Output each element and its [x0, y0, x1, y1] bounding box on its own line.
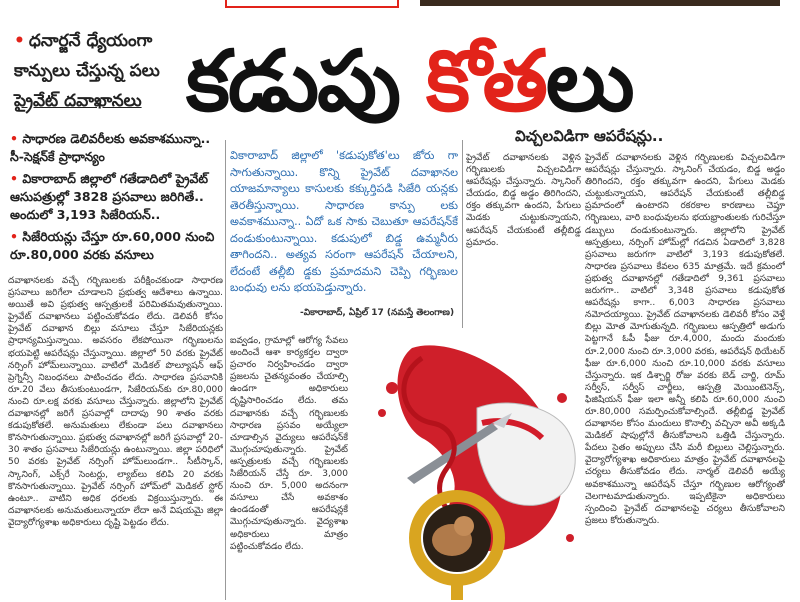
kicker-line-1: ధనార్జనే ధ్యేయంగా: [28, 31, 153, 51]
bullet-text: సిజేరియన్లు చేస్తూ రూ.60,000 నుంచి రూ.80,000 వరకు వసూలు: [10, 229, 215, 262]
headline-part-1: కడుపు: [186, 32, 427, 130]
headline-part-3: లు: [545, 32, 633, 130]
article-column-left: దవాఖానలకు వచ్చే గర్భిణులకు పరీక్షించకుండా సాధారణ ప్రసవాలు జరిగేలా చూడాలని ప్రభుత్వ ఆదేశాలు ఉన్నాయి. అయితే అవి ప్రభుత్వ ఆస్పత్రులకే పరిమితమవుతున్నాయి. ప్రైవేట్ దవాఖానలు పట్టించుకోవడం లేదు. డెలివరీ కోసం ప్రైవేట్ దవాఖాన బిల్లు వసూలు చేస్తూ సిజేరియన్లకు ప్రాధాన్యమిస్తున్నాయి. అవసరం లేకపోయినా గర్భిణులను భయపెట్టి ఆపరేషన్లు చేస్తున్నాయి. జిల్లాలో 50 వరకు ప్రైవేట్ నర్సింగ్ హోమ్‌లున్నాయి. వాటిలో మెడికల్ పొల్యూషన్ ఆఫ్ ప్రెగ్నెన్సీ నిబంధనలు పాటించడం లేదు. సాధారణ ప్రసవానికి రూ.20 వేలు తీసుకుంటుండగా, సిజేరియన్‌కు రూ.80,000 నుంచి రూ.లక్ష వరకు వసూలు చేస్తున్నారు. జిల్లాలోని ప్రైవేట్ దవాఖానల్లో జరిగే ప్రసవాల్లో దాదాపు 90 శాతం వరకు కడుపుకోతలే. అనుమతులు లేకుండా పలు దవాఖానలు కొనసాగుతున్నాయి. ప్రభుత్వ దవాఖానల్లో జరిగే ప్రసవాల్లో 20-30 శాతం ప్రసవాలు సిజేరియన్లు ఉంటున్నాయి. జిల్లా పరిధిలో 50 వరకు ప్రైవేట్ నర్సింగ్ హోమ్‌లుండగా.. సీటీస్కాన్, స్కానింగ్, ఎక్స్‌రే సెంటర్లు, ల్యాబ్‌లు కలిపి 20 వరకు కొనసాగుతున్నాయి. ప్రైవేట్ నర్సింగ్ హోమ్‌లో మెడికల్ స్టోర్ ఉంటూ.. వాటిని అధిక ధరలకు విక్రయిస్తున్నారు. ఈ దవాఖానలకు అనుమతులున్నాయా లేదా అనే విషయమై జిల్లా వైద్యారోగ్యశాఖ అధికారులు దృష్టి పెట్టడం లేదు.: [8, 276, 223, 528]
headline: [186, 26, 786, 136]
fetus-image: [423, 504, 491, 572]
article-column-middle: ఐవ్వడం, గ్రామాల్లో ఆరోగ్య సేవలు అందించే ఆశా కార్యకర్తల ద్వారా ప్రచారం నిర్వహించడం ద్వారా ప్రజలను చైతన్యవంతం చేయాల్సి ఉండగా అధికారులు దృష్టిసారించడం లేదు. తమ దవాఖానకు వచ్చే గర్భిణులకు సాధారణ ప్రసవం అయ్యేలా చూడాల్సిన వైద్యులు ఆపరేషన్‌కే మొగ్గుచూపుతున్నారు. ప్రైవేట్ ఆస్పత్రులకు వచ్చే గర్భిణులకు సిజేరియన్ చేస్తే రూ. 3,000 నుంచి రూ. 5,000 అదనంగా వసూలు చేసే అవకాశం ఉండడంతో ఆపరేషన్లకే మొగ్గుచూపుతున్నారు. వైద్యశాఖ అధికారులు మాత్రం పట్టించుకోవడం లేదు.: [230, 336, 348, 552]
bullet-text: వికారాబాద్ జిల్లాలో గతేడాదిలో ప్రైవేట్ ఆసుపత్రుల్లో 3828 ప్రసవాలు జరిగితే.. అందులో 3,193 సిజేరియన్..: [10, 171, 209, 222]
article-intro: వికారాబాద్ జిల్లాలో 'కడుపుకోత'లు జోరు గా సాగుతున్నాయి. కొన్ని ప్రైవేట్ దవాఖానల యాజమాన్యాలు కాసులకు కక్కుర్తిపడి సిజేరి యన్లకు తెరతీస్తున్నాయి. సాధారణ కాన్పు లకు అవకాశమున్నా.. ఏదో ఒక సాకు చెబుతూ ఆపరేషన్‌కే దండుకుంటున్నాయి. కడుపులో బిడ్డ ఉమ్మనీరు తాగిందని.. అత్యవ సరంగా ఆపరేషన్ చేయాలని, లేదంటే తల్లీబి డ్డకు ప్రమాదమని చెప్పి గర్భిణుల బంధువు లను భయపెడ్తున్నారు.: [230, 149, 458, 294]
bullet-item: [10, 170, 222, 224]
bullet-dot: •: [10, 131, 23, 146]
column-divider: [225, 140, 226, 600]
subhead: విచ్చలవిడిగా ఆపరేషన్లు..: [515, 127, 664, 145]
bullet-dot: •: [14, 31, 25, 51]
bullet-item: [10, 228, 222, 264]
top-strip: [0, 0, 800, 22]
kicker-line-2: కాన్పులు చేస్తున్న పలు: [14, 61, 160, 81]
bullet-dot: •: [10, 171, 23, 186]
article-column-upper-middle: ప్రైవేట్ దవాఖానలకు వెళ్లిన గర్భిణులకు విచ్చలవిడిగా ఆపరేషన్లు చేస్తున్నారు. స్కానింగ్ చేయడం, బిడ్డ అడ్డం తిరిగిందని, రక్తం తక్కువగా ఉందని, పేగులు మెడకు చుట్టుకున్నాయని, ఆపరేషన్ చేయకుంటే తల్లీబిడ్డ ప్రమాదం.: [466, 153, 581, 248]
highlight-bullets: [10, 130, 222, 268]
dateline: -వికారాబాద్, ఏప్రిల్ 17 (నమస్తే తెలంగాణ): [300, 308, 455, 318]
previous-article-photo-edge: [420, 0, 780, 6]
bullet-text: సాధారణ డెలివరీలకు అవకాశమున్నా.. సీ-సెక్షన్‌కే ప్రాధాన్యం: [10, 131, 211, 164]
illustration-surgery: [352, 328, 584, 600]
bullet-dot: •: [10, 229, 23, 244]
kicker-line-3: ప్రైవేట్ దవాఖానలు: [14, 91, 142, 111]
bullet-item: [10, 130, 222, 166]
kicker: [14, 26, 204, 116]
previous-article-frame: [225, 0, 399, 8]
article-column-right: ప్రైవేట్ దవాఖానలకు వెళ్లిన గర్భిణులకు విచ్చలవిడిగా ఆపరేషన్లు చేస్తున్నారు. స్కానింగ్ చేయడం, బిడ్డ అడ్డం తిరిగిందని, రక్తం తక్కువగా ఉందని, పేగులు మెడకు చుట్టుకున్నాయని, ఆపరేషన్ చేయకుంటే తల్లీబిడ్డ ప్రమాదంలో ఉంటారని రకరకాల కారణాలు చెప్తూ గర్భిణులు, వారి బంధువులను భయభ్రాంతులకు గురిచేస్తూ డబ్బులు దండుకుంటున్నారు. జిల్లాలోని ప్రైవేట్ ఆస్పత్రులు, నర్సింగ్ హోమ్‌ల్లో గడచిన ఏడాదిలో 3,828 ప్రసవాలు జరుగగా వాటిలో 3,193 కడుపుకోతలే. సాధారణ ప్రసవాలు కేవలం 635 మాత్రమే. ఇదే క్రమంలో ప్రభుత్వ దవాఖానల్లో గతేడాదిలో 9,361 ప్రసవాలు జరుగగా.. వాటిలో 3,348 ప్రసవాలు కడుపుకోత ఆపరేషన్లు కాగా.. 6,003 సాధారణ ప్రసవాలు నమోదయ్యాయి. ప్రైవేట్ దవాఖానలకు డెలివరీ కోసం వెళ్తే బిల్లు మోత మోగుతున్నది. గర్భిణులు ఆస్పత్రిలో అడుగు పెట్టగానే ఓపీ ఫీజు రూ.4,000, మందు మందుకు రూ.2,000 నుంచి రూ.3,000 వరకు, ఆపరేషన్ థియేటర్ ఫీజు రూ.6,000 నుంచి రూ.10,000 వరకు వసూలు చేస్తున్నారు. ఇక డిశ్చార్జి రోజు వరకు బెడ్ చార్జి, రూమ్ సర్వీస్, సర్వీస్ చార్జీలు, ఆస్పత్రి మెయింటెనెన్స్, ఫిజిషియన్ ఫీజు ఇలా అన్నీ కలిపి రూ.60,000 నుంచి రూ.80,000 సమర్పించుకోవాల్సిందే. తల్లీబిడ్డ ప్రైవేట్ దవాఖానల కోసం మందులు కొనాల్సి వచ్చినా అవీ అక్కడి మెడికల్ షాపుల్లోనే తీసుకోవాలని ఒత్తిడి చేస్తున్నారు. పేదలు సైతం అప్పులు చేసి మరీ బిల్లులు చెల్లిస్తున్నారు. వైద్యారోగ్యశాఖ అధికారులు మాత్రం ప్రైవేట్ దవాఖానలపై చర్యలు తీసుకోవడం లేదు. నార్మల్ డెలివరీ అయ్యే అవకాశమున్నా ఆపరేషన్ చేస్తూ గర్భిణుల ఆరోగ్యంతో చెలగాటమాడుతున్నారు. ఇప్పటికైనా అధికారులు స్పందించి ప్రైవేట్ దవాఖానలపై చర్యలు తీసుకోవాలని ప్రజలు కోరుతున్నారు.: [585, 153, 785, 526]
column-divider: [462, 140, 463, 330]
headline-part-2: కోత: [426, 32, 546, 130]
